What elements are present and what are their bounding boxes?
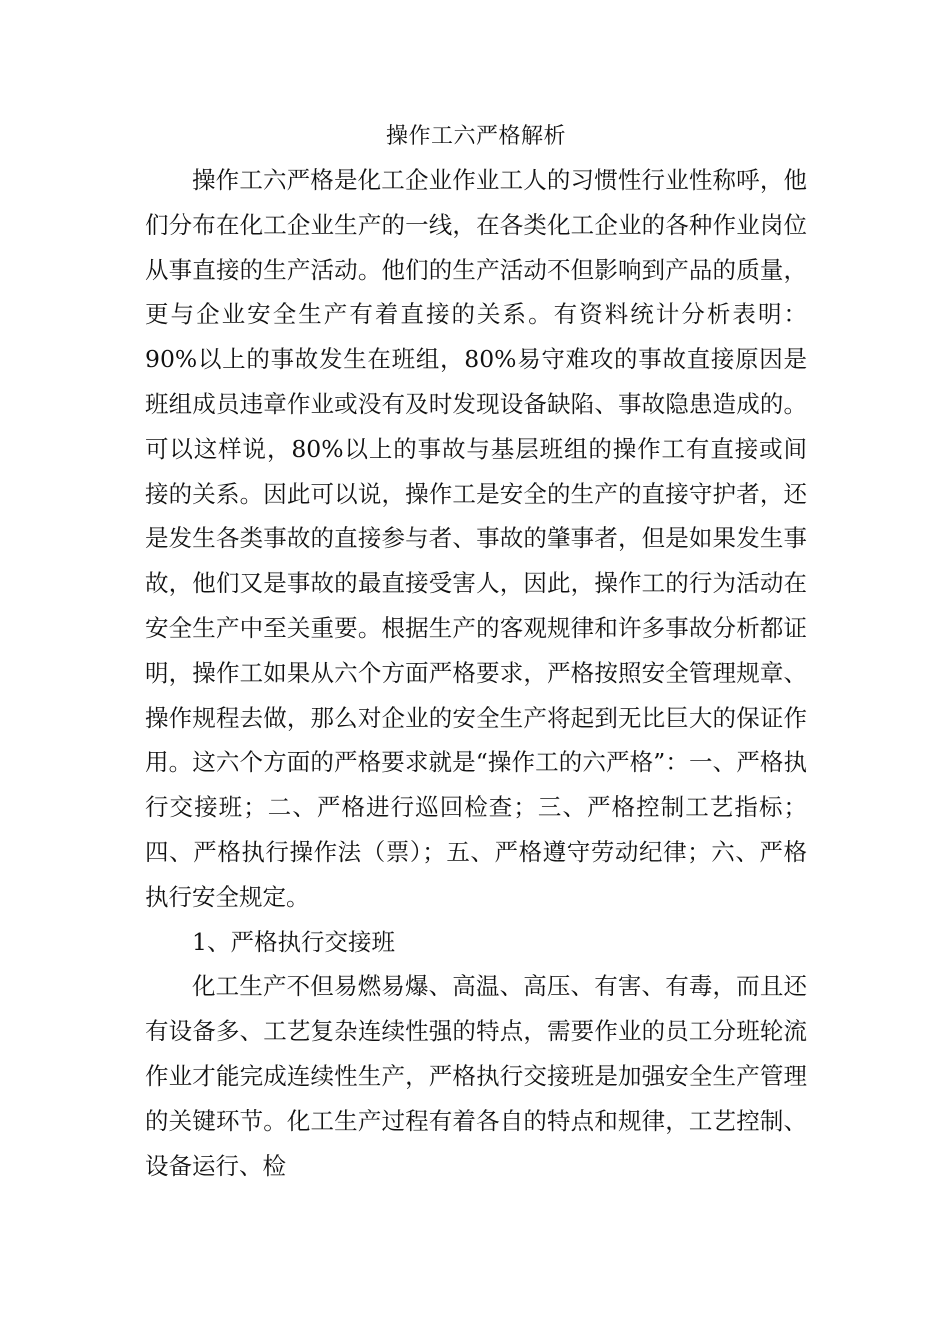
section-1-heading: 1、严格执行交接班 — [192, 927, 395, 956]
section-1-paragraph: 化工生产不但易燃易爆、高温、高压、有害、有毒，而且还有设备多、工艺复杂连续性强的特点，需要作业的员工分班轮流作业才能完成连续性生产，严格执行交接班是加强安全生产管理的关键环节。化工生产过程有着各自的特点和规律，工艺控制、设备运行、检 — [145, 972, 807, 1180]
intro-paragraph: 操作工六严格是化工企业作业工人的习惯性行业性称呼，他们分布在化工企业生产的一线，在各类化工企业的各种作业岗位从事直接的生产活动。他们的生产活动不但影响到产品的质量，更与企业安全生产有着直接的关系。有资料统计分析表明：90%以上的事故发生在班组，80%易守难攻的事故直接原因是班组成员违章作业或没有及时发现设备缺陷、事故隐患造成的。可以这样说，80%以上的事故与基层班组的操作工有直接或间接的关系。因此可以说，操作工是安全的生产的直接守护者，还是发生各类事故的直接参与者、事故的肇事者，但是如果发生事故，他们又是事故的最直接受害人，因此，操作工的行为活动在安全生产中至关重要。根据生产的客观规律和许多事故分析都证明，操作工如果从六个方面严格要求，严格按照安全管理规章、操作规程去做，那么对企业的安全生产将起到无比巨大的保证作用。这六个方面的严格要求就是“操作工的六严格”：一、严格执行交接班；二、严格进行巡回检查；三、严格控制工艺指标；四、严格执行操作法（票）；五、严格遵守劳动纪律；六、严格执行安全规定。 — [145, 166, 807, 911]
document-title: 操作工六严格解析 — [385, 124, 566, 149]
document-page — [145, 118, 807, 1188]
